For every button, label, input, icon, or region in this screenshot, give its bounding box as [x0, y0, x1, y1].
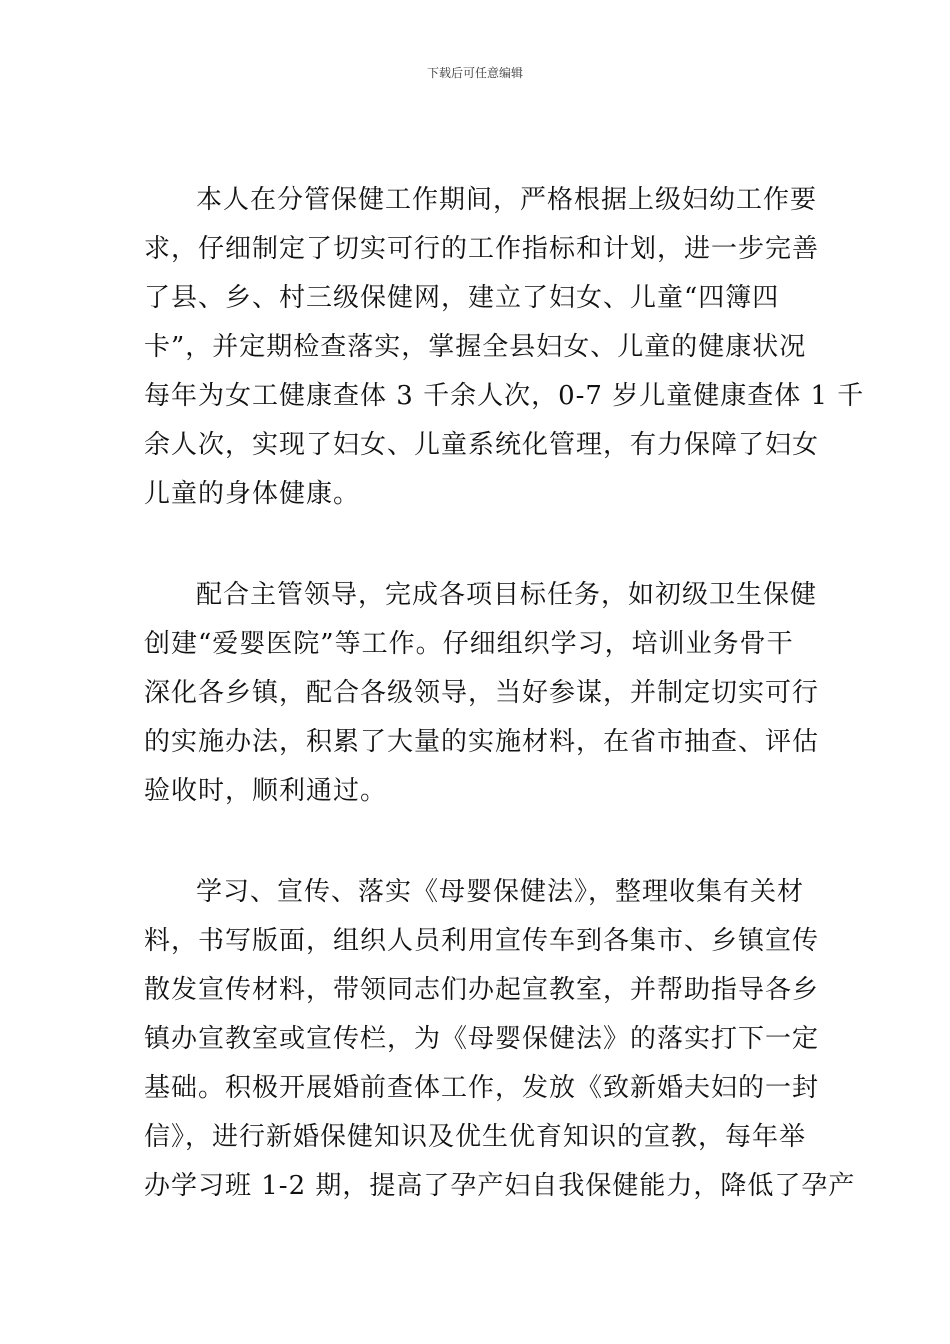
paragraph-line: 卡”，并定期检查落实，掌握全县妇女、儿童的健康状况: [144, 332, 807, 362]
paragraph-line: 每年为女工健康查体 3 千余人次，0-7 岁儿童健康查体 1 千: [144, 381, 865, 411]
paragraph-line: 料，书写版面，组织人员利用宣传车到各集市、乡镇宣传: [144, 926, 820, 956]
paragraph-line: 的实施办法，积累了大量的实施材料，在省市抽查、评估: [144, 727, 820, 757]
paragraph-line: 信》，进行新婚保健知识及优生优育知识的宣教，每年举: [144, 1122, 807, 1152]
paragraph-line: 本人在分管保健工作期间，严格根据上级妇幼工作要: [196, 185, 818, 215]
paragraph-line: 办学习班 1-2 期，提高了孕产妇自我保健能力，降低了孕产: [144, 1171, 856, 1201]
paragraph-line: 求，仔细制定了切实可行的工作指标和计划，进一步完善: [144, 234, 820, 264]
paragraph-1: [144, 176, 865, 519]
paragraph-3: [144, 868, 856, 1211]
document-body: [144, 176, 865, 1211]
paragraph-line: 验收时，顺利通过。: [144, 776, 388, 806]
paragraph-2: [144, 571, 820, 816]
paragraph-line: 散发宣传材料，带领同志们办起宣教室，并帮助指导各乡: [144, 975, 820, 1005]
paragraph-line: 创建“爱婴医院”等工作。仔细组织学习，培训业务骨干: [144, 629, 794, 659]
paragraph-line: 镇办宣教室或宣传栏，为《母婴保健法》的落实打下一定: [144, 1024, 820, 1054]
page-header: 下载后可任意编辑: [426, 66, 523, 80]
paragraph-line: 深化各乡镇，配合各级领导，当好参谋，并制定切实可行: [144, 678, 820, 708]
paragraph-gap: [144, 519, 808, 571]
paragraph-line: 学习、宣传、落实《母婴保健法》，整理收集有关材: [196, 877, 805, 907]
paragraph-gap: [144, 816, 808, 868]
paragraph-line: 配合主管领导，完成各项目标任务，如初级卫生保健: [196, 580, 818, 610]
paragraph-line: 基础。积极开展婚前查体工作，发放《致新婚夫妇的一封: [144, 1073, 820, 1103]
paragraph-line: 儿童的身体健康。: [144, 479, 361, 509]
paragraph-line: 了县、乡、村三级保健网，建立了妇女、儿童“四簿四: [144, 283, 780, 313]
paragraph-line: 余人次，实现了妇女、儿童系统化管理，有力保障了妇女: [144, 430, 820, 460]
